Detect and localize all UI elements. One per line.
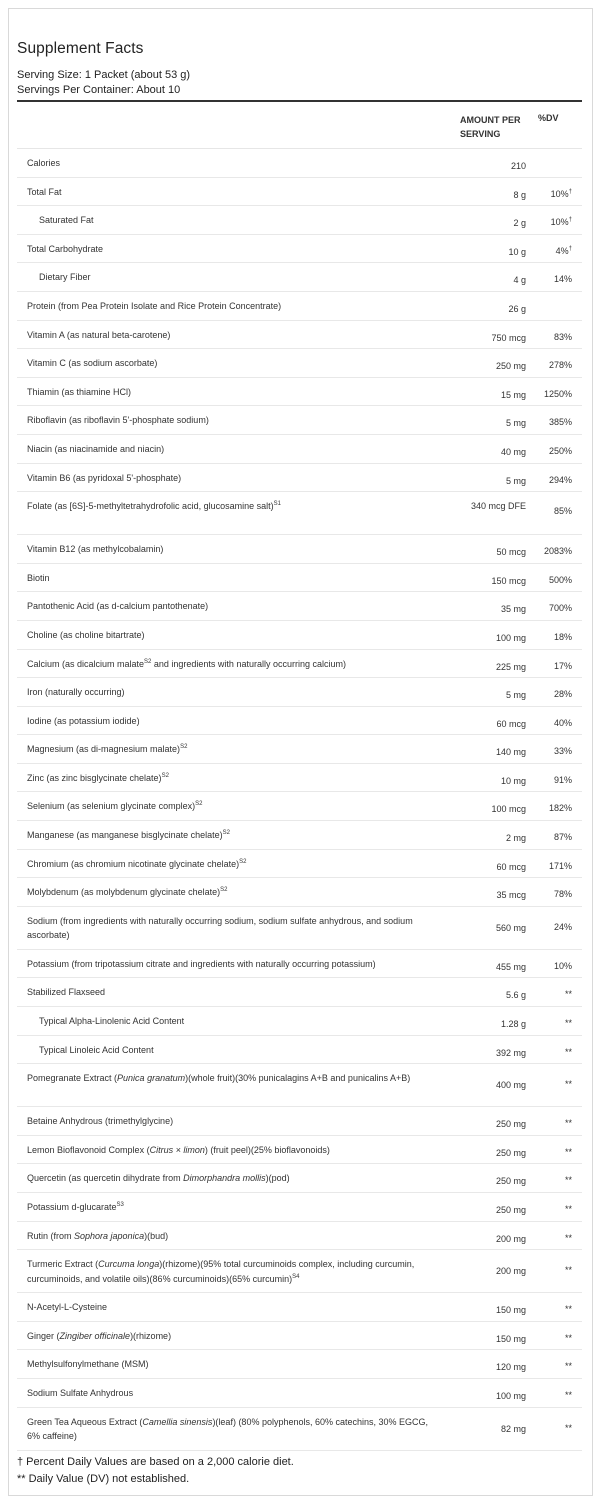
table-row (17, 821, 582, 850)
nutrient-name (17, 349, 460, 377)
table-row (17, 464, 582, 493)
amount-per-serving: 60 mcg (496, 718, 526, 729)
botanical-name: Camellia sinensis (142, 1416, 213, 1427)
table-header (17, 102, 582, 149)
table-row (17, 1350, 582, 1379)
nutrient-name-text: Pantothenic Acid (as d-calcium pantothenate) (27, 601, 209, 612)
percent-dv-value: 17% (553, 660, 572, 671)
header-dv: %DV (538, 113, 559, 123)
nutrient-name-text: Total Carbohydrate (27, 243, 104, 254)
nutrient-name (17, 435, 460, 463)
percent-dv (534, 978, 582, 1006)
nutrient-name (17, 678, 460, 706)
nutrient-name-text: Total Fat (27, 186, 62, 197)
nutrient-name (17, 1322, 460, 1350)
servings-per-container: Servings Per Container: About 10 (17, 84, 181, 96)
percent-dv (534, 149, 582, 177)
percent-dv (534, 263, 582, 291)
table-row (17, 321, 582, 350)
percent-dv-value: 14% (553, 274, 572, 285)
nutrient-name (17, 1350, 460, 1378)
table-row (17, 678, 582, 707)
percent-dv (534, 1293, 582, 1321)
nutrient-name-text: Methylsulfonylmethane (MSM) (27, 1359, 149, 1370)
amount-per-serving: 200 mg (495, 1233, 526, 1244)
table-row (17, 650, 582, 679)
botanical-name: Citrus × limon (149, 1144, 205, 1155)
table-row (17, 764, 582, 793)
amount-per-serving: 400 mg (495, 1080, 526, 1091)
nutrient-name-text: Ginger ( (27, 1330, 60, 1341)
percent-dv (534, 650, 582, 678)
table-row (17, 292, 582, 321)
amount-per-serving: 60 mcg (496, 861, 526, 872)
table-row (17, 378, 582, 407)
percent-dv (534, 1408, 582, 1450)
percent-dv (534, 321, 582, 349)
amount-per-serving: 750 mcg (491, 332, 526, 343)
percent-dv (534, 1322, 582, 1350)
table-row (17, 1379, 582, 1408)
nutrient-name (17, 378, 460, 406)
percent-dv (534, 1222, 582, 1250)
percent-dv-value: 250% (548, 445, 572, 456)
nutrient-name (17, 707, 460, 735)
amount-per-serving: 140 mg (495, 747, 526, 758)
table-row (17, 1193, 582, 1222)
nutrient-name (17, 149, 460, 177)
percent-dv (534, 1036, 582, 1064)
amount-per-serving: 250 mg (495, 1176, 526, 1187)
percent-dv-value: ** (564, 1304, 572, 1315)
amount-per-serving: 100 mg (495, 1390, 526, 1401)
nutrient-name (17, 1007, 460, 1035)
nutrient-name (17, 592, 460, 620)
table-row (17, 263, 582, 292)
percent-dv (534, 950, 582, 978)
nutrient-name-text: and ingredients with naturally occurring calcium) (151, 658, 346, 669)
percent-dv-value: 10% (550, 188, 569, 199)
percent-dv (534, 821, 582, 849)
supplement-facts-panel (8, 8, 593, 1496)
table-row (17, 492, 582, 535)
percent-dv-value: 85% (553, 506, 572, 517)
percent-dv-value: 91% (553, 774, 572, 785)
percent-dv-value: 700% (548, 603, 572, 614)
percent-dv-value: ** (564, 1389, 572, 1400)
footnote-dv-not-established: ** Daily Value (DV) not established. (17, 1472, 190, 1485)
nutrient-name (17, 292, 460, 320)
percent-dv (534, 764, 582, 792)
amount-per-serving: 5 mg (505, 690, 526, 701)
percent-dv-value: 40% (553, 717, 572, 728)
nutrient-name-text: Chromium (as chromium nicotinate glycinate chelate) (27, 858, 240, 869)
percent-dv-value: ** (564, 1332, 572, 1343)
nutrient-name (17, 263, 460, 291)
table-row (17, 1222, 582, 1251)
nutrient-name (17, 1293, 460, 1321)
amount-per-serving: 5 mg (505, 475, 526, 486)
nutrient-name-text: Zinc (as zinc bisglycinate chelate) (27, 772, 162, 783)
percent-dv (534, 406, 582, 434)
percent-dv-value: 28% (553, 689, 572, 700)
nutrient-name-text: Choline (as choline bitartrate) (27, 629, 145, 640)
percent-dv-value: 1250% (543, 388, 572, 399)
percent-dv-value: 18% (553, 631, 572, 642)
percent-dv (534, 178, 582, 206)
amount-per-serving: 150 mcg (491, 575, 526, 586)
nutrient-name-text: Green Tea Aqueous Extract ( (27, 1416, 143, 1427)
source-note-marker: S2 (144, 658, 152, 665)
page-title: Supplement Facts (17, 40, 144, 57)
percent-dv-value: 500% (548, 574, 572, 585)
nutrient-name-text: ) (fruit peel)(25% bioflavonoids) (204, 1144, 330, 1155)
amount-per-serving: 4 g (513, 275, 526, 286)
nutrient-name (17, 1036, 460, 1064)
percent-dv-value: ** (564, 1204, 572, 1214)
source-note-marker: S2 (222, 830, 230, 837)
percent-dv (534, 1064, 582, 1106)
amount-per-serving: 100 mg (495, 632, 526, 643)
amount-per-serving: 10 g (508, 246, 526, 257)
botanical-name: Dimorphandra mollis (183, 1173, 266, 1184)
nutrient-name (17, 1379, 460, 1407)
table-row (17, 592, 582, 621)
nutrient-name (17, 321, 460, 349)
nutrient-name (17, 621, 460, 649)
table-row (17, 1007, 582, 1036)
percent-dv (534, 564, 582, 592)
table-row (17, 1036, 582, 1065)
percent-dv-value: 33% (553, 746, 572, 757)
nutrient-name (17, 650, 460, 678)
percent-dv-value: 87% (553, 832, 572, 843)
nutrient-name (17, 1222, 460, 1250)
percent-dv (534, 907, 582, 949)
nutrient-name (17, 564, 460, 592)
percent-dv-value: ** (564, 1146, 572, 1157)
nutrient-name-text: Iron (naturally occurring) (27, 687, 125, 698)
nutrient-name (17, 1164, 460, 1192)
percent-dv-value: ** (564, 989, 572, 1000)
source-note-marker: S2 (220, 887, 228, 894)
nutrient-name-text: Pomegranate Extract ( (27, 1073, 118, 1084)
nutrient-name-text: Potassium (from tripotassium citrate and ingredients with naturally occurring potassium) (27, 958, 376, 969)
header-name-cell (17, 102, 460, 148)
percent-dv (534, 235, 582, 263)
table-row (17, 950, 582, 979)
table-row (17, 850, 582, 879)
percent-dv (534, 850, 582, 878)
botanical-name: Punica granatum (117, 1073, 186, 1084)
nutrient-name (17, 492, 460, 534)
nutrient-name-text: Sodium (from ingredients with naturally occurring sodium, sodium sulfate anhydrous, and sodium ascorbate) (27, 915, 413, 941)
table-row (17, 1107, 582, 1136)
nutrient-name (17, 1136, 460, 1164)
botanical-name: Curcuma longa (98, 1259, 160, 1270)
source-note-marker: S1 (273, 501, 281, 508)
percent-dv (534, 621, 582, 649)
percent-dv (534, 878, 582, 906)
amount-per-serving: 2 mg (505, 833, 526, 844)
table-row (17, 149, 582, 178)
nutrient-name-text: Potassium d-glucarate (27, 1202, 117, 1212)
amount-per-serving: 5 mg (505, 418, 526, 429)
nutrient-name (17, 1107, 460, 1135)
amount-per-serving: 225 mg (495, 661, 526, 672)
table-row (17, 707, 582, 736)
source-note-marker: S2 (195, 801, 203, 808)
nutrient-name-text: Magnesium (as di-magnesium malate) (27, 744, 181, 755)
amount-per-serving: 1.28 g (500, 1019, 526, 1030)
nutrient-name-text: Calories (27, 158, 61, 168)
source-note-marker: S2 (161, 772, 169, 779)
percent-dv (534, 678, 582, 706)
table-row (17, 406, 582, 435)
nutrient-name-text: Betaine Anhydrous (trimethylglycine) (27, 1116, 174, 1127)
percent-dv-value: 10% (553, 960, 572, 971)
percent-dv-value: 278% (548, 360, 572, 371)
percent-dv-value: 2083% (543, 546, 572, 557)
nutrient-name-text: Selenium (as selenium glycinate complex) (27, 801, 196, 812)
nutrient-name (17, 535, 460, 563)
nutrient-name-text: Dietary Fiber (39, 272, 91, 283)
percent-dv-value: 83% (553, 331, 572, 342)
nutrient-name (17, 850, 460, 878)
amount-per-serving: 35 mcg (496, 890, 526, 901)
nutrient-name-text: )(bud) (144, 1230, 169, 1241)
percent-dv (534, 735, 582, 763)
percent-dv-value: ** (564, 1361, 572, 1372)
amount-per-serving: 82 mg (500, 1423, 526, 1434)
nutrient-name (17, 792, 460, 820)
percent-dv-value: ** (564, 1175, 572, 1186)
amount-per-serving: 150 mg (495, 1333, 526, 1344)
nutrient-name (17, 1408, 460, 1450)
nutrient-name-text: )(rhizome)(95% total curcuminoids complex, including curcumin, curcuminoids, and volatile oils)(86% curcuminoids)(65% curcumin) (27, 1259, 415, 1284)
nutrient-name-text: Saturated Fat (39, 215, 94, 226)
percent-dv-value: 294% (548, 474, 572, 485)
percent-dv-value: 78% (553, 889, 572, 900)
nutrient-name-text: Calcium (as dicalcium malate (27, 658, 145, 669)
percent-dv-value: 385% (548, 417, 572, 428)
nutrient-name-text: )(rhizome) (130, 1330, 172, 1341)
percent-dv-value: ** (564, 1018, 572, 1029)
amount-per-serving: 120 mg (495, 1362, 526, 1373)
table-row (17, 621, 582, 650)
percent-dv (534, 206, 582, 234)
nutrient-name-text: Typical Linoleic Acid Content (39, 1044, 154, 1055)
table-row (17, 178, 582, 207)
nutrient-name-text: Riboflavin (as riboflavin 5'-phosphate sodium) (27, 415, 209, 426)
dagger-marker: † (568, 217, 572, 224)
table-row (17, 878, 582, 907)
table-row (17, 1322, 582, 1351)
nutrient-name (17, 1064, 460, 1106)
percent-dv (534, 492, 582, 534)
nutrient-name-text: Niacin (as niacinamide and niacin) (27, 443, 165, 454)
nutrient-name-text: Stabilized Flaxseed (27, 987, 106, 998)
percent-dv-value: 171% (548, 860, 572, 871)
percent-dv (534, 1164, 582, 1192)
nutrient-name-text: )(pod) (265, 1173, 290, 1184)
table-row (17, 1064, 582, 1107)
percent-dv (534, 1193, 582, 1221)
percent-dv (534, 707, 582, 735)
table-row (17, 206, 582, 235)
percent-dv (534, 1107, 582, 1135)
table-row (17, 349, 582, 378)
amount-per-serving: 250 mg (495, 1147, 526, 1158)
percent-dv-value: 4% (555, 245, 569, 256)
dagger-marker: † (568, 188, 572, 195)
nutrient-name-text: )(whole fruit)(30% punicalagins A+B and punicalins A+B) (185, 1073, 411, 1084)
nutrient-name (17, 821, 460, 849)
amount-per-serving: 100 mcg (491, 804, 526, 815)
amount-per-serving: 200 mg (495, 1266, 526, 1277)
table-row (17, 792, 582, 821)
percent-dv (534, 1250, 582, 1292)
nutrient-name-text: Molybdenum (as molybdenum glycinate chelate) (27, 887, 221, 898)
dagger-marker: † (568, 245, 572, 252)
amount-per-serving: 250 mg (495, 1205, 526, 1215)
percent-dv (534, 349, 582, 377)
amount-per-serving: 250 mg (495, 1119, 526, 1130)
table-row (17, 435, 582, 464)
percent-dv (534, 435, 582, 463)
nutrient-name-text: )(leaf) (80% polyphenols, 60% catechins, 30% EGCG, 6% caffeine) (27, 1416, 429, 1442)
nutrient-table (17, 149, 582, 1451)
table-row (17, 735, 582, 764)
percent-dv (534, 1007, 582, 1035)
percent-dv-value: 182% (548, 803, 572, 814)
nutrient-name-text: Vitamin B6 (as pyridoxal 5'-phosphate) (27, 472, 182, 483)
table-row (17, 1136, 582, 1165)
amount-per-serving: 40 mg (500, 446, 526, 457)
table-row (17, 978, 582, 1007)
percent-dv (534, 1379, 582, 1407)
amount-per-serving: 8 g (513, 189, 526, 200)
table-row (17, 1408, 582, 1451)
nutrient-name-text: Vitamin C (as sodium ascorbate) (27, 358, 158, 369)
amount-per-serving: 250 mg (495, 361, 526, 372)
nutrient-name (17, 406, 460, 434)
table-row (17, 535, 582, 564)
amount-per-serving: 560 mg (495, 922, 526, 933)
percent-dv (534, 535, 582, 563)
table-row (17, 1293, 582, 1322)
amount-per-serving: 15 mg (500, 389, 526, 400)
nutrient-name (17, 907, 460, 949)
source-note-marker: S3 (116, 1202, 124, 1208)
nutrient-name (17, 764, 460, 792)
nutrient-name-text: Folate (as [6S]-5-methyltetrahydrofolic acid, glucosamine salt) (27, 501, 274, 512)
nutrient-name-text: N-Acetyl-L-Cysteine (27, 1302, 108, 1313)
table-row (17, 907, 582, 950)
percent-dv-value: ** (564, 1265, 572, 1276)
serving-size: Serving Size: 1 Packet (about 53 g) (17, 69, 191, 81)
percent-dv (534, 1136, 582, 1164)
source-note-marker: S4 (292, 1273, 300, 1280)
percent-dv (534, 378, 582, 406)
nutrient-name-text: Biotin (27, 572, 50, 583)
nutrient-name (17, 178, 460, 206)
amount-per-serving: 340 mcg DFE (470, 501, 526, 512)
table-row (17, 1250, 582, 1293)
percent-dv-value: 24% (553, 921, 572, 932)
footnote-percent-dv: † Percent Daily Values are based on a 2,000 calorie diet. (17, 1455, 294, 1468)
table-row (17, 564, 582, 593)
botanical-name: Sophora japonica (74, 1230, 145, 1241)
percent-dv (534, 292, 582, 320)
nutrient-name (17, 978, 460, 1006)
header-amount: AMOUNT PER SERVING (460, 115, 521, 139)
nutrient-name (17, 878, 460, 906)
nutrient-name (17, 235, 460, 263)
nutrient-name-text: Typical Alpha-Linolenic Acid Content (39, 1016, 185, 1027)
table-row (17, 235, 582, 264)
nutrient-name-text: Lemon Bioflavonoid Complex ( (27, 1144, 150, 1155)
amount-per-serving: 35 mg (500, 604, 526, 615)
amount-per-serving: 150 mg (495, 1305, 526, 1316)
percent-dv (534, 464, 582, 492)
percent-dv-value: 10% (550, 217, 569, 228)
nutrient-name-text: Vitamin B12 (as methylcobalamin) (27, 544, 164, 555)
nutrient-name (17, 735, 460, 763)
source-note-marker: S2 (239, 858, 247, 865)
percent-dv-value: ** (564, 1118, 572, 1129)
amount-per-serving: 2 g (513, 218, 526, 229)
amount-per-serving: 210 (510, 161, 526, 171)
nutrient-name-text: Manganese (as manganese bisglycinate chelate) (27, 830, 223, 841)
percent-dv (534, 592, 582, 620)
source-note-marker: S2 (180, 744, 188, 751)
nutrient-name-text: Thiamin (as thiamine HCl) (27, 386, 132, 397)
nutrient-name-text: Iodine (as potassium iodide) (27, 715, 140, 726)
nutrient-name (17, 1193, 460, 1221)
nutrient-name-text: Vitamin A (as natural beta-carotene) (27, 329, 171, 340)
amount-per-serving: 10 mg (500, 775, 526, 786)
percent-dv-value: ** (564, 1079, 572, 1090)
percent-dv-value: ** (564, 1232, 572, 1243)
nutrient-name-text: Turmeric Extract ( (27, 1259, 99, 1270)
nutrient-name (17, 206, 460, 234)
amount-per-serving: 50 mcg (496, 547, 526, 558)
amount-per-serving: 392 mg (495, 1047, 526, 1058)
percent-dv-value: ** (564, 1046, 572, 1057)
percent-dv (534, 1350, 582, 1378)
nutrient-name (17, 1250, 460, 1292)
table-row (17, 1164, 582, 1193)
percent-dv-value: ** (564, 1422, 572, 1433)
amount-per-serving: 26 g (508, 303, 526, 314)
nutrient-name-text: Quercetin (as quercetin dihydrate from (27, 1173, 184, 1184)
nutrient-name-text: Sodium Sulfate Anhydrous (27, 1387, 134, 1398)
percent-dv (534, 792, 582, 820)
amount-per-serving: 5.6 g (505, 990, 526, 1001)
nutrient-name-text: Protein (from Pea Protein Isolate and Rice Protein Concentrate) (27, 300, 282, 311)
nutrient-name (17, 950, 460, 978)
botanical-name: Zingiber officinale (59, 1330, 131, 1341)
amount-per-serving: 455 mg (495, 961, 526, 972)
nutrient-name-text: Rutin (from (27, 1230, 75, 1241)
nutrient-name (17, 464, 460, 492)
